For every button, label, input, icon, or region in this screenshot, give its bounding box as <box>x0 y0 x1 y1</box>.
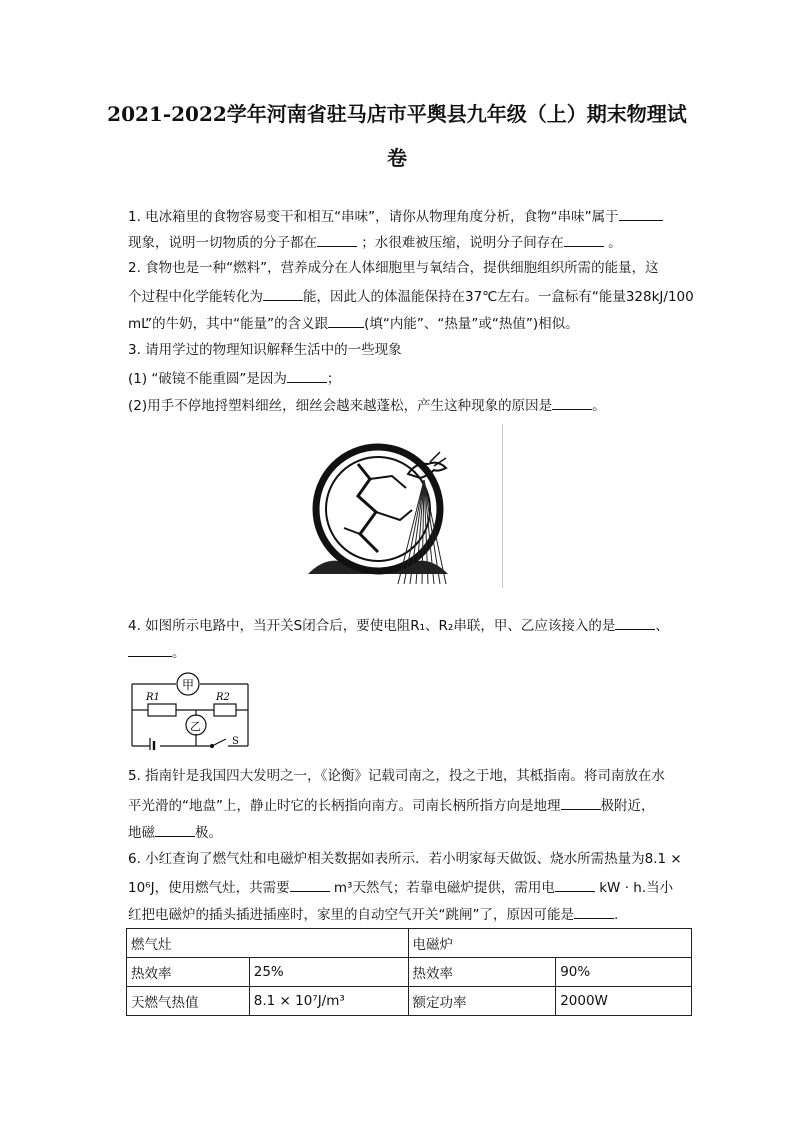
question-2-line-2 <box>128 286 694 306</box>
question-4-text: 、 <box>655 618 669 634</box>
question-4-text: 。 <box>172 645 186 661</box>
broken-mirror-and-plastic-strands-illustration <box>288 424 510 588</box>
table-cell: 25% <box>249 958 408 987</box>
question-1-text: 1. 电冰箱里的食物容易变干和相互“串味”，请你从物理角度分析，食物“串味”属于 <box>128 209 619 225</box>
question-3-text: ； <box>326 371 341 387</box>
table-cell: 天燃气热值 <box>127 987 250 1016</box>
question-4-line-2 <box>128 642 186 662</box>
table-cell: 额定功率 <box>408 987 556 1016</box>
meter-2-label: 乙 <box>190 720 201 733</box>
question-5-text: 极附近， <box>600 798 655 814</box>
table-cell: 2000W <box>556 987 692 1016</box>
question-3-text: 。 <box>592 398 606 414</box>
question-6-line-3 <box>128 904 618 924</box>
resistor-2-label: R2 <box>216 692 230 703</box>
table-header-row <box>127 929 692 958</box>
answer-blank[interactable] <box>263 286 303 301</box>
answer-blank[interactable] <box>155 822 195 837</box>
table-cell: 热效率 <box>408 958 556 987</box>
question-5-line-2 <box>128 795 655 815</box>
question-3-part-2 <box>128 395 606 415</box>
answer-blank[interactable] <box>552 395 592 410</box>
answer-blank[interactable] <box>619 206 663 221</box>
question-6-text: kW · h.当小 <box>599 880 674 896</box>
question-1-text: 。 <box>608 235 622 251</box>
question-2-text: 能，因此人的体温能保持在37℃左右。一盒标有“能量328kJ/100 <box>303 289 694 305</box>
page-title-continued: 卷 <box>387 146 407 170</box>
answer-blank[interactable] <box>328 313 364 328</box>
question-6-text: m³天然气；若靠电磁炉提供，需用电 <box>333 880 555 896</box>
table-header-cell: 电磁炉 <box>408 929 692 958</box>
table-cell: 热效率 <box>127 958 250 987</box>
question-6-text: 红把电磁炉的插头插进插座时，家里的自动空气开关“跳闸”了，原因可能是 <box>128 907 574 923</box>
question-5-text: 平光滑的“地盘”上，静止时它的长柄指向南方。司南长柄所指方向是地理 <box>128 798 561 814</box>
answer-blank[interactable] <box>574 904 614 919</box>
table-row <box>127 987 692 1016</box>
question-6-line-2 <box>128 877 673 897</box>
answer-blank[interactable] <box>128 642 172 657</box>
question-6-text: 10⁶J，使用燃气灶，共需要 <box>128 880 290 896</box>
question-2-text: (填“内能”、“热量”或“热值”)相似。 <box>364 316 579 332</box>
question-5-text: 极。 <box>195 825 222 841</box>
question-3-line-1: 3. 请用学过的物理知识解释生活中的一些现象 <box>128 342 402 358</box>
question-3-text: (2)用手不停地捋塑料细丝，细丝会越来越蓬松，产生这种现象的原因是 <box>128 398 553 414</box>
question-2-line-3 <box>128 313 579 333</box>
question-5-line-3 <box>128 822 222 842</box>
switch-label: S <box>232 736 239 747</box>
question-5-line-1: 5. 指南针是我国四大发明之一，《论衡》记载司南之，投之于地，其柢指南。将司南放在水 <box>128 768 665 784</box>
answer-blank[interactable] <box>317 232 357 247</box>
question-1-line-2 <box>128 232 622 252</box>
question-5-text: 地磁 <box>128 825 155 841</box>
answer-blank[interactable] <box>561 795 601 810</box>
answer-blank[interactable] <box>555 877 595 892</box>
question-1-line-1 <box>128 206 663 226</box>
figure-divider <box>502 424 503 588</box>
question-4-line-1 <box>128 615 669 635</box>
answer-blank[interactable] <box>615 615 655 630</box>
question-3-part-1 <box>128 368 340 388</box>
table-cell: 8.1 × 10⁷J/m³ <box>249 987 408 1016</box>
table-header-cell: 燃气灶 <box>127 929 409 958</box>
question-3-text: (1) “破镜不能重圆”是因为 <box>128 371 287 387</box>
answer-blank[interactable] <box>287 368 327 383</box>
question-4-text: 4. 如图所示电路中，当开关S闭合后，要使电阻R₁、R₂串联，甲、乙应该接入的是 <box>128 618 616 634</box>
meter-1-label: 甲 <box>182 678 195 692</box>
question-2-line-1: 2. 食物也是一种“燃料”，营养成分在人体细胞里与氧结合，提供细胞组织所需的能量，这 <box>128 260 659 276</box>
table-cell: 90% <box>556 958 692 987</box>
question-6-text: . <box>614 907 619 923</box>
question-2-text: 个过程中化学能转化为 <box>128 289 263 305</box>
question-1-text: 现象，说明一切物质的分子都在 <box>128 235 317 251</box>
circuit-diagram <box>128 668 252 750</box>
answer-blank[interactable] <box>290 877 330 892</box>
question-2-text: mL”的牛奶，其中“能量”的含义跟 <box>128 316 329 332</box>
resistor-1-label: R1 <box>146 692 160 703</box>
question-1-text: ；水很难被压缩，说明分子间存在 <box>361 235 564 251</box>
appliance-data-table <box>126 928 692 1016</box>
page-title: 2021-2022学年河南省驻马店市平舆县九年级（上）期末物理试 <box>107 102 687 126</box>
answer-blank[interactable] <box>564 232 604 247</box>
question-6-line-1: 6. 小红查询了燃气灶和电磁炉相关数据如表所示．若小明家每天做饭、烧水所需热量为8.1 × <box>128 851 682 867</box>
table-row <box>127 958 692 987</box>
